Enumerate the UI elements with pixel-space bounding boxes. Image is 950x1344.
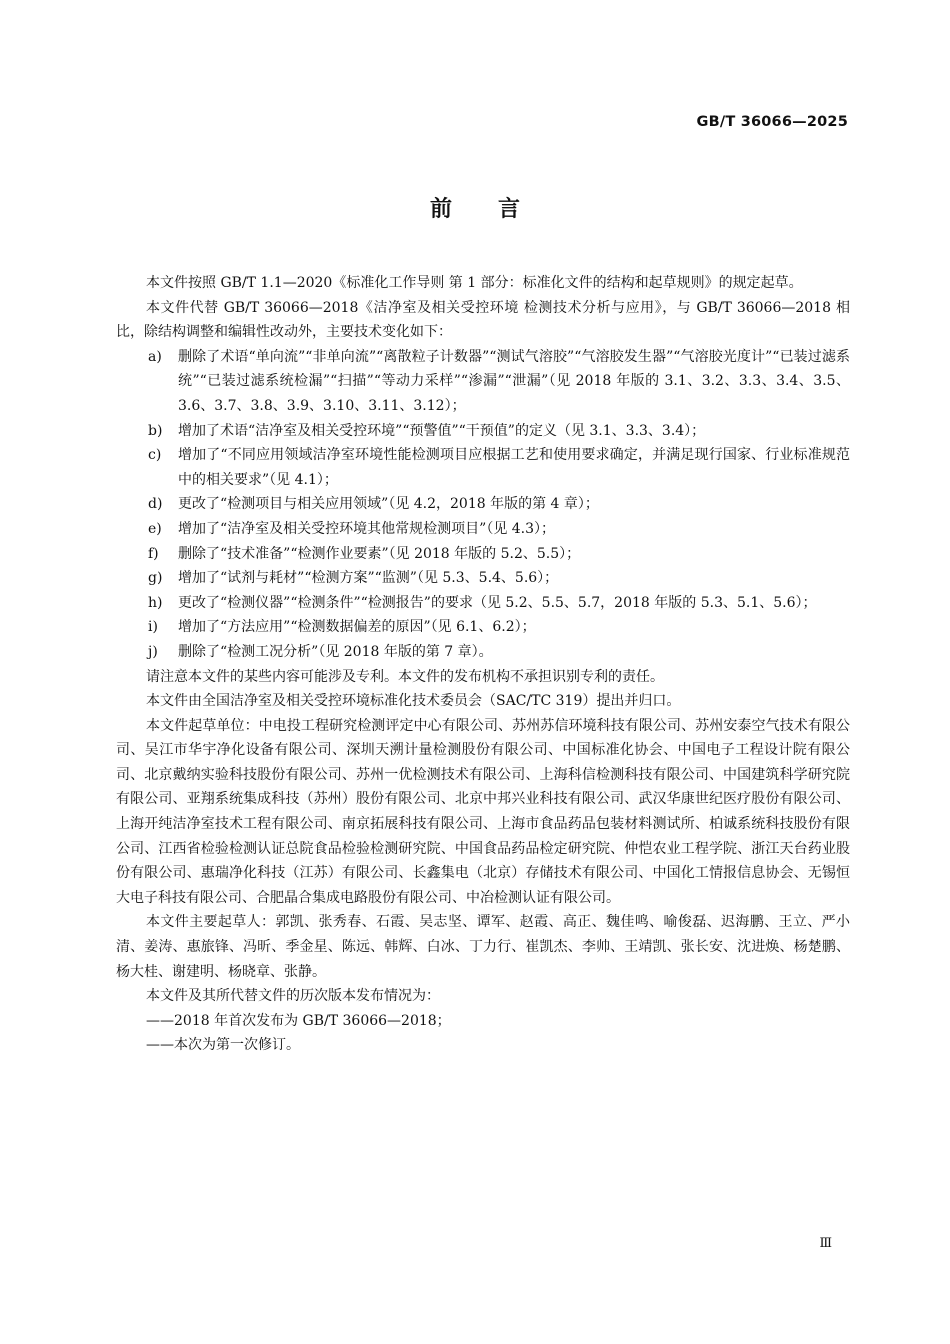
list-item-label: i) xyxy=(148,619,158,636)
paragraph-drafters: 本文件主要起草人：郭凯、张秀春、石霞、吴志坚、谭军、赵霞、高正、魏佳鸣、喻俊磊、迟海鹏、王立、严小清、姜涛、惠旅锋、冯昕、季金星、陈远、韩辉、白冰、丁力行、崔凯杰、李帅、王靖凯、张长安、沈进焕、杨楚鹏、杨大桂、谢建明、杨晓章、张静。 xyxy=(116,914,850,980)
list-item xyxy=(116,345,850,419)
list-item-label: e) xyxy=(148,520,162,537)
list-item-text: 增加了“不同应用领域洁净室环境性能检测项目应根据工艺和使用要求确定，并满足现行国家、行业标准规范中的相关要求”（见 4.1）； xyxy=(178,447,850,488)
list-item-text: 删除了“技术准备”“检测作业要素”（见 2018 年版的 5.2、5.5）； xyxy=(178,545,581,562)
list-item-text: 删除了术语“单向流”“非单向流”“离散粒子计数器”“测试气溶胶”“气溶胶发生器”“气溶胶光度计”“已装过滤系统”“已装过滤系统检漏”“扫描”“等动力采样”“渗漏”“泄漏”（见 2018 年版的 3.1、3.2、3.3、3.4、3.5、3.6、3.7、3.8、3.9、3.10、3.11、3.12）； xyxy=(178,348,850,414)
list-item-label: c) xyxy=(148,447,162,464)
paragraph-committee: 本文件由全国洁净室及相关受控环境标准化技术委员会（SAC/TC 319）提出并归口。 xyxy=(146,693,681,710)
page-title: 前言 xyxy=(429,197,566,222)
list-item xyxy=(116,615,850,640)
list-item-text: 增加了“洁净室及相关受控环境其他常规检测项目”（见 4.3）； xyxy=(178,520,556,537)
list-item xyxy=(116,640,850,665)
list-item xyxy=(116,591,850,616)
history-item: ——本次为第一次修订。 xyxy=(146,1037,300,1054)
list-item-label: f) xyxy=(148,545,159,562)
paragraph-replacement: 本文件代替 GB/T 36066—2018《洁净室及相关受控环境 检测技术分析与应用》，与 GB/T 36066—2018 相比，除结构调整和编辑性改动外，主要技术变化如下： xyxy=(116,299,850,341)
list-item-text: 增加了“方法应用”“检测数据偏差的原因”（见 6.1、6.2）； xyxy=(178,619,536,636)
list-item xyxy=(116,419,850,444)
document-body xyxy=(116,271,850,1058)
list-item-label: h) xyxy=(148,594,163,611)
list-item xyxy=(116,542,850,567)
list-item xyxy=(116,517,850,542)
paragraph-history-intro: 本文件及其所代替文件的历次版本发布情况为： xyxy=(146,988,440,1005)
list-item-text: 增加了术语“洁净室及相关受控环境”“预警值”“干预值”的定义（见 3.1、3.3、3.4）； xyxy=(178,422,706,439)
list-item xyxy=(116,492,850,517)
paragraph-drafting-rules: 本文件按照 GB/T 1.1—2020《标准化工作导则 第 1 部分：标准化文件的结构和起草规则》的规定起草。 xyxy=(146,275,803,291)
list-item-text: 增加了“试剂与耗材”“检测方案”“监测”（见 5.3、5.4、5.6）； xyxy=(178,570,559,587)
list-item-text: 更改了“检测仪器”“检测条件”“检测报告”的要求（见 5.2、5.5、5.7，2018 年版的 5.3、5.1、5.6）； xyxy=(178,594,817,611)
list-item-label: b) xyxy=(148,422,163,439)
list-item-label: d) xyxy=(148,496,163,513)
list-item-text: 更改了“检测项目与相关应用领域”（见 4.2，2018 年版的第 4 章）； xyxy=(178,496,599,513)
list-item-label: g) xyxy=(148,570,163,587)
page-number: Ⅲ xyxy=(819,1236,832,1251)
list-item xyxy=(116,566,850,591)
paragraph-patent-notice: 请注意本文件的某些内容可能涉及专利。本文件的发布机构不承担识别专利的责任。 xyxy=(146,668,664,685)
list-item-label: a) xyxy=(148,348,162,365)
history-item: ——2018 年首次发布为 GB/T 36066—2018； xyxy=(146,1012,451,1029)
standard-code: GB/T 36066—2025 xyxy=(696,114,848,130)
list-item-label: j) xyxy=(148,643,158,660)
paragraph-drafting-units: 本文件起草单位：中电投工程研究检测评定中心有限公司、苏州苏信环境科技有限公司、苏州安泰空气技术有限公司、吴江市华宇净化设备有限公司、深圳天溯计量检测股份有限公司、中国标准化协会、中国电子工程设计院有限公司、北京戴纳实验科技股份有限公司、苏州一优检测技术有限公司、上海科信检测科技有限公司、中国建筑科学研究院有限公司、亚翔系统集成科技（苏州）股份有限公司、北京中邦兴业科技有限公司、武汉华康世纪医疗股份有限公司、上海开纯洁净室技术工程有限公司、南京拓展科技有限公司、上海市食品药品包装材料测试所、柏诚系统科技股份有限公司、江西省检验检测认证总院食品检验检测研究院、中国食品药品检定研究院、仲恺农业工程学院、浙江天台药业股份有限公司、惠瑞净化科技（江苏）有限公司、长鑫集电（北京）存储技术有限公司、中国化工情报信息协会、无锡恒大电子科技有限公司、合肥晶合集成电路股份有限公司、中冶检测认证有限公司。 xyxy=(116,717,850,906)
list-item xyxy=(116,443,850,492)
list-item-text: 删除了“检测工况分析”（见 2018 年版的第 7 章）。 xyxy=(178,643,493,660)
